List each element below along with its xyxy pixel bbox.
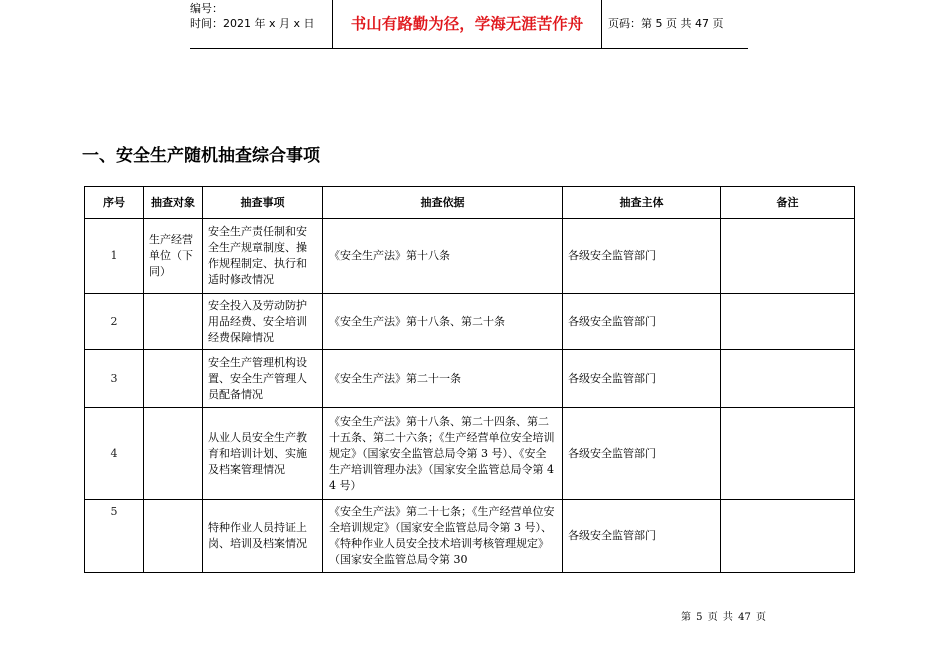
table-header-row bbox=[85, 187, 855, 219]
cell-basis: 《安全生产法》第十八条、第二十四条、第二十五条、第二十六条；《生产经营单位安全培训规定》（国家安全监管总局令第 3 号）、《安全生产培训管理办法》（国家安全监管总局令第 44 号） bbox=[323, 408, 563, 500]
cell-object bbox=[144, 500, 203, 573]
cell-item: 安全投入及劳动防护用品经费、安全培训经费保障情况 bbox=[203, 294, 323, 350]
page-header bbox=[190, 0, 748, 49]
inspection-table bbox=[84, 186, 855, 573]
column-header-item: 抽查事项 bbox=[203, 187, 323, 219]
cell-basis: 《安全生产法》第十八条、第二十条 bbox=[323, 294, 563, 350]
cell-note bbox=[721, 294, 855, 350]
table-row bbox=[85, 408, 855, 500]
cell-item: 特种作业人员持证上岗、培训及档案情况 bbox=[203, 500, 323, 573]
cell-object bbox=[144, 294, 203, 350]
table-row bbox=[85, 350, 855, 408]
section-title: 一、安全生产随机抽查综合事项 bbox=[82, 146, 320, 166]
table-row bbox=[85, 219, 855, 294]
cell-object: 生产经营单位（下同） bbox=[144, 219, 203, 294]
cell-number: 5 bbox=[85, 500, 144, 573]
header-time-label: 时间：2021 年 x 月 x 日 bbox=[190, 17, 315, 30]
cell-subject: 各级安全监管部门 bbox=[563, 350, 721, 408]
cell-note bbox=[721, 500, 855, 573]
table-row bbox=[85, 294, 855, 350]
cell-number: 2 bbox=[85, 294, 144, 350]
cell-number: 3 bbox=[85, 350, 144, 408]
cell-subject: 各级安全监管部门 bbox=[563, 294, 721, 350]
page-footer: 第 5 页 共 47 页 bbox=[681, 612, 766, 623]
header-page-info: 页码：第 5 页 共 47 页 bbox=[608, 17, 724, 30]
cell-note bbox=[721, 219, 855, 294]
header-motto: 书山有路勤为径，学海无涯苦作舟 bbox=[333, 0, 602, 48]
cell-item: 从业人员安全生产教育和培训计划、实施及档案管理情况 bbox=[203, 408, 323, 500]
cell-note bbox=[721, 350, 855, 408]
cell-subject: 各级安全监管部门 bbox=[563, 408, 721, 500]
header-number-label: 编号： bbox=[190, 2, 223, 15]
column-header-subject: 抽查主体 bbox=[563, 187, 721, 219]
cell-object bbox=[144, 350, 203, 408]
cell-object bbox=[144, 408, 203, 500]
cell-item: 安全生产责任制和安全生产规章制度、操作规程制定、执行和适时修改情况 bbox=[203, 219, 323, 294]
column-header-number: 序号 bbox=[85, 187, 144, 219]
cell-basis: 《安全生产法》第十八条 bbox=[323, 219, 563, 294]
cell-subject: 各级安全监管部门 bbox=[563, 219, 721, 294]
table-row bbox=[85, 500, 855, 573]
cell-subject: 各级安全监管部门 bbox=[563, 500, 721, 573]
cell-basis: 《安全生产法》第二十七条；《生产经营单位安全培训规定》（国家安全监管总局令第 3 号）、《特种作业人员安全技术培训考核管理规定》（国家安全监管总局令第 30 bbox=[323, 500, 563, 573]
column-header-note: 备注 bbox=[721, 187, 855, 219]
cell-note bbox=[721, 408, 855, 500]
column-header-object: 抽查对象 bbox=[144, 187, 203, 219]
cell-number: 4 bbox=[85, 408, 144, 500]
cell-basis: 《安全生产法》第二十一条 bbox=[323, 350, 563, 408]
column-header-basis: 抽查依据 bbox=[323, 187, 563, 219]
header-meta bbox=[190, 0, 333, 49]
cell-number: 1 bbox=[85, 219, 144, 294]
cell-item: 安全生产管理机构设置、安全生产管理人员配备情况 bbox=[203, 350, 323, 408]
